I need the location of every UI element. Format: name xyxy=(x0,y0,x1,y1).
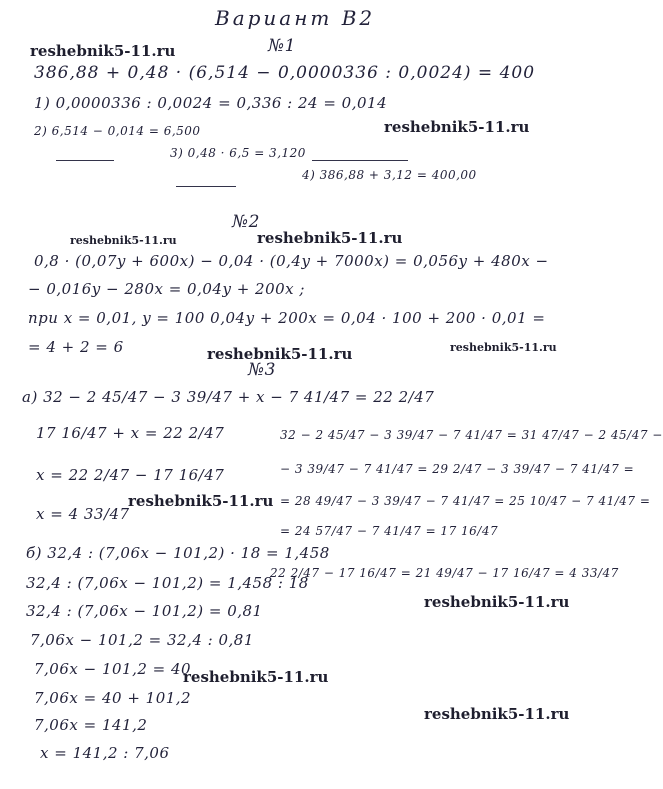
watermark: reshebnik5-11.ru xyxy=(70,234,177,247)
task3-b-equation: б) 32,4 : (7,06x − 101,2) · 18 = 1,458 xyxy=(26,544,330,562)
task1-step3: 3) 0,48 · 6,5 = 3,120 xyxy=(170,146,306,160)
watermark: reshebnik5-11.ru xyxy=(183,668,329,686)
page-title: Вариант В2 xyxy=(215,6,376,30)
task3-b-line7: 7,06x = 141,2 xyxy=(34,716,148,734)
task2-line3: при x = 0,01, y = 100 0,04y + 200x = 0,04 · 100 + 200 · 0,01 = xyxy=(28,309,546,327)
task1-step1: 1) 0,0000336 : 0,0024 = 0,336 : 24 = 0,014 xyxy=(34,94,388,112)
task2-line2: − 0,016y − 280x = 0,04y + 200x ; xyxy=(28,280,305,298)
task1-label: №1 xyxy=(268,36,296,56)
watermark: reshebnik5-11.ru xyxy=(450,341,557,354)
task3-a-check1: 32 − 2 45/47 − 3 39/47 − 7 41/47 = 31 47/47 − 2 45/47 − xyxy=(280,428,663,442)
task3-a-line3: x = 22 2/47 − 17 16/47 xyxy=(36,466,225,484)
watermark: reshebnik5-11.ru xyxy=(30,42,176,60)
task3-a-check4: = 24 57/47 − 7 41/47 = 17 16/47 xyxy=(280,524,499,538)
task1-step2: 2) 6,514 − 0,014 = 6,500 xyxy=(34,124,201,138)
task3-a-check3: = 28 49/47 − 3 39/47 − 7 41/47 = 25 10/47 − 7 41/47 = xyxy=(280,494,651,508)
task3-a-equation: а) 32 − 2 45/47 − 3 39/47 + x − 7 41/47 = 22 2/47 xyxy=(22,388,435,406)
column-rule xyxy=(312,160,408,161)
column-rule xyxy=(176,186,236,187)
task2-line4: = 4 + 2 = 6 xyxy=(28,338,124,356)
watermark: reshebnik5-11.ru xyxy=(128,492,274,510)
task3-b-line5: 7,06x − 101,2 = 40 xyxy=(34,660,192,678)
task3-b-line6: 7,06x = 40 + 101,2 xyxy=(34,689,192,707)
task3-b-line4: 7,06x − 101,2 = 32,4 : 0,81 xyxy=(30,631,254,649)
watermark: reshebnik5-11.ru xyxy=(257,229,403,247)
task2-label: №2 xyxy=(232,212,260,232)
task3-b-line8: x = 141,2 : 7,06 xyxy=(40,744,170,762)
task3-b-line3: 32,4 : (7,06x − 101,2) = 0,81 xyxy=(26,602,263,620)
watermark: reshebnik5-11.ru xyxy=(424,593,570,611)
task3-a-check2: − 3 39/47 − 7 41/47 = 29 2/47 − 3 39/47 − 7 41/47 = xyxy=(280,462,635,476)
watermark: reshebnik5-11.ru xyxy=(384,118,530,136)
task1-expression: 386,88 + 0,48 · (6,514 − 0,0000336 : 0,0024) = 400 xyxy=(34,63,536,83)
task2-line1: 0,8 · (0,07y + 600x) − 0,04 · (0,4y + 7000x) = 0,056y + 480x − xyxy=(34,252,549,270)
task3-label: №3 xyxy=(248,360,276,380)
task3-a-check5: 22 2/47 − 17 16/47 = 21 49/47 − 17 16/47 = 4 33/47 xyxy=(270,566,619,580)
task3-a-answer: x = 4 33/47 xyxy=(36,505,130,523)
column-rule xyxy=(56,160,114,161)
watermark: reshebnik5-11.ru xyxy=(424,705,570,723)
task1-step4: 4) 386,88 + 3,12 = 400,00 xyxy=(302,168,477,182)
watermark: reshebnik5-11.ru xyxy=(207,345,353,363)
task3-b-line2: 32,4 : (7,06x − 101,2) = 1,458 : 18 xyxy=(26,574,309,592)
task3-a-line2: 17 16/47 + x = 22 2/47 xyxy=(36,424,225,442)
